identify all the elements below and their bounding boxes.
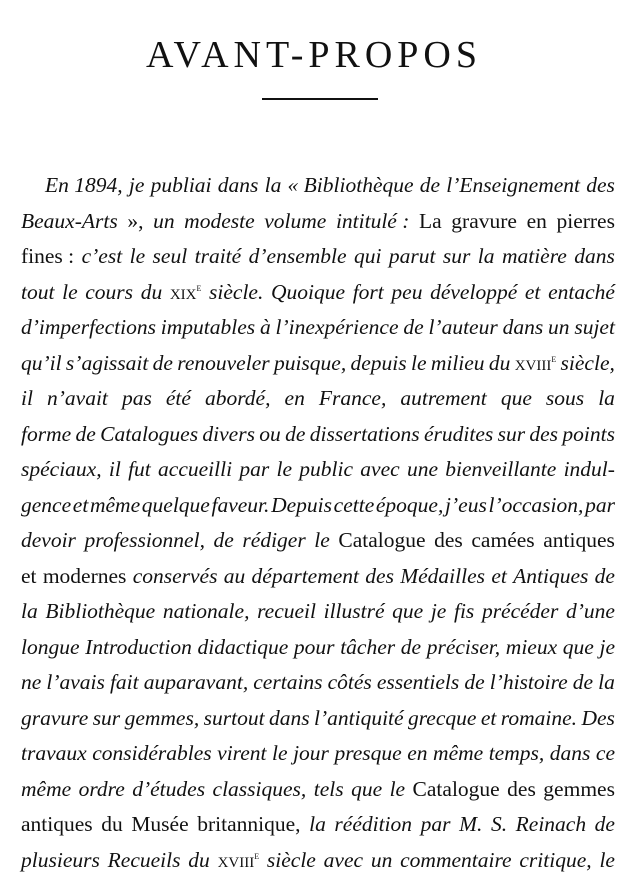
word: même <box>433 736 483 772</box>
text-line <box>21 417 615 453</box>
title-rule <box>262 98 378 100</box>
text-line <box>21 843 615 878</box>
word: que <box>351 772 382 808</box>
word: spéciaux, <box>21 452 102 488</box>
text-line <box>21 452 615 488</box>
word: l’Enseignement <box>446 168 580 204</box>
word: que <box>392 594 423 630</box>
word: Catalogues <box>100 417 198 453</box>
word: La <box>419 204 442 240</box>
text-line <box>21 346 615 382</box>
word: sur <box>498 417 525 453</box>
text-line <box>21 204 615 240</box>
word: de <box>285 417 305 453</box>
word: accueilli <box>158 452 232 488</box>
word: faveur. <box>212 488 270 524</box>
word: la <box>478 239 495 275</box>
word: par <box>239 452 269 488</box>
text-line <box>21 488 615 524</box>
text-line <box>21 736 615 772</box>
word: certains <box>253 665 322 701</box>
word: matière <box>502 239 567 275</box>
word: xviii$^e$ <box>515 346 557 382</box>
word: l’avais <box>46 665 105 701</box>
word: il <box>21 381 33 417</box>
word: avec <box>324 843 363 878</box>
word: ou <box>259 417 281 453</box>
word: France, <box>319 381 386 417</box>
word: une <box>407 452 438 488</box>
word: fut <box>128 452 151 488</box>
word: pierres <box>556 204 615 240</box>
word: siècle <box>267 843 316 878</box>
word: En 1894, <box>45 168 123 204</box>
word: virent <box>217 736 266 772</box>
word: gemmes, <box>125 701 200 737</box>
superscript: e <box>197 282 202 294</box>
word: romaine. <box>501 701 577 737</box>
word: érudites <box>424 417 493 453</box>
word: critique, <box>519 843 591 878</box>
word: travaux <box>21 736 87 772</box>
word: autrement <box>400 381 486 417</box>
word: sujet <box>574 310 615 346</box>
word: siècle. <box>209 275 263 311</box>
word: des <box>507 772 536 808</box>
word: depuis <box>351 346 407 382</box>
word: Beaux-Arts <box>21 204 118 240</box>
word: le <box>62 275 78 311</box>
word: Des <box>581 701 614 737</box>
word: S. <box>491 807 507 843</box>
word: été <box>166 381 191 417</box>
word: n’avait <box>47 381 108 417</box>
word: dans <box>503 310 544 346</box>
word: par <box>421 807 451 843</box>
word: réédition <box>334 807 412 843</box>
word: M. <box>459 807 482 843</box>
word: dans <box>269 701 310 737</box>
body-paragraph <box>21 168 615 878</box>
word: Catalogue <box>338 523 425 559</box>
text-line <box>21 594 615 630</box>
word: fines : <box>21 239 74 275</box>
word: recueil <box>257 594 316 630</box>
word: avec <box>360 452 399 488</box>
word: ne <box>21 665 41 701</box>
word: des <box>586 168 615 204</box>
word: de <box>76 417 96 453</box>
word: de <box>214 523 234 559</box>
word: professionnel, <box>85 523 205 559</box>
word: commentaire <box>400 843 511 878</box>
word: modernes <box>43 559 127 595</box>
text-line <box>21 630 615 666</box>
word: parut <box>389 239 436 275</box>
text-line <box>21 772 615 808</box>
word: le <box>411 346 427 382</box>
word: longue <box>21 630 80 666</box>
word: gravure <box>451 204 517 240</box>
word: fis <box>454 594 474 630</box>
word: de <box>595 807 615 843</box>
word: fort <box>353 275 384 311</box>
word: développé <box>430 275 517 311</box>
word: je <box>599 630 615 666</box>
word: je <box>431 594 447 630</box>
word: de <box>403 310 423 346</box>
word: conservés <box>133 559 218 595</box>
word: imputables <box>161 310 255 346</box>
word: cette <box>334 488 375 524</box>
word: s’agissait <box>66 346 148 382</box>
word: presque <box>334 736 401 772</box>
word: essentiels <box>377 665 459 701</box>
word: dans <box>218 168 259 204</box>
word: Catalogue <box>413 772 500 808</box>
word: de <box>464 665 484 701</box>
word: Reinach <box>516 807 586 843</box>
word: il <box>109 452 121 488</box>
word: classiques, <box>213 772 307 808</box>
word: quelque <box>142 488 210 524</box>
word: surtout <box>204 701 265 737</box>
word: le <box>314 523 330 559</box>
word: le <box>130 239 146 275</box>
word: au <box>224 559 246 595</box>
word: qui <box>354 239 381 275</box>
word: tels <box>314 772 344 808</box>
word: et <box>481 701 497 737</box>
word: Antiques <box>513 559 588 595</box>
word: puisque, <box>274 346 346 382</box>
word: considérables <box>92 736 211 772</box>
word: d’imperfections <box>21 310 156 346</box>
word: d’études <box>132 772 205 808</box>
word: précéder <box>482 594 558 630</box>
word: la <box>21 594 38 630</box>
word: l’antiquité <box>314 701 404 737</box>
word: Quoique <box>271 275 345 311</box>
word: nationale, <box>163 594 250 630</box>
word: l’auteur <box>428 310 497 346</box>
word: la <box>598 381 615 417</box>
word: fait <box>110 665 139 701</box>
word: la <box>309 807 326 843</box>
word: xviii$^e$ <box>218 843 260 878</box>
word: c’est <box>82 239 123 275</box>
word: l’histoire <box>490 665 568 701</box>
text-line <box>21 275 615 311</box>
word: abordé, <box>205 381 271 417</box>
word: peu <box>391 275 422 311</box>
word: indul- <box>564 452 615 488</box>
word: du <box>188 843 210 878</box>
page-title: AVANT-PROPOS <box>0 33 628 77</box>
text-line <box>21 807 615 843</box>
word: plusieurs <box>21 843 100 878</box>
word: sous <box>546 381 584 417</box>
word: », <box>127 204 143 240</box>
word: auparavant, <box>144 665 249 701</box>
word: un <box>371 843 393 878</box>
superscript: e <box>551 353 556 365</box>
word: en <box>407 736 427 772</box>
word: Bibliothèque <box>45 594 155 630</box>
word: jour <box>293 736 329 772</box>
word: de <box>573 665 593 701</box>
word: de <box>401 630 421 666</box>
word: Médailles <box>400 559 485 595</box>
word: didactique <box>198 630 289 666</box>
word: que <box>501 381 532 417</box>
word: j’eus <box>445 488 487 524</box>
word: rédiger <box>242 523 305 559</box>
word: Introduction <box>85 630 192 666</box>
word: gence <box>21 488 71 524</box>
word: ce <box>596 736 615 772</box>
word: préciser, <box>427 630 500 666</box>
word: époque, <box>376 488 443 524</box>
word: intitulé : <box>336 204 409 240</box>
word: même <box>21 772 71 808</box>
word: un <box>548 310 570 346</box>
text-line <box>21 239 615 275</box>
word: temps, <box>489 736 545 772</box>
word: d’une <box>566 594 615 630</box>
word: un <box>153 204 175 240</box>
word: en <box>285 381 305 417</box>
word: le <box>276 452 292 488</box>
word: que <box>563 630 594 666</box>
word: même <box>90 488 140 524</box>
word: et <box>21 559 37 595</box>
superscript: e <box>254 850 259 862</box>
word: cours <box>85 275 133 311</box>
word: le <box>390 772 406 808</box>
word: sur <box>93 701 120 737</box>
text-line <box>21 701 615 737</box>
word: de <box>420 168 440 204</box>
word: camées <box>471 523 534 559</box>
text-line <box>21 523 615 559</box>
text-line <box>21 381 615 417</box>
word: côtés <box>328 665 372 701</box>
word: grecque <box>408 701 476 737</box>
word: département <box>252 559 359 595</box>
word: publiai <box>151 168 212 204</box>
word: dissertations <box>310 417 420 453</box>
word: des <box>434 523 463 559</box>
word: de <box>595 559 615 595</box>
word: britannique, <box>197 807 300 843</box>
word: Depuis <box>271 488 332 524</box>
word: Recueils <box>108 843 181 878</box>
word: mieux <box>506 630 557 666</box>
word: dans <box>574 239 615 275</box>
word: pour <box>294 630 335 666</box>
word: seul <box>153 239 188 275</box>
word: des <box>529 417 558 453</box>
word: du <box>101 807 123 843</box>
word: et <box>491 559 507 595</box>
word: l’inexpérience <box>276 310 399 346</box>
word: points <box>562 417 615 453</box>
word: en <box>527 204 547 240</box>
word: des <box>365 559 394 595</box>
word: divers <box>202 417 255 453</box>
word: le <box>599 843 615 878</box>
word: antiques <box>21 807 93 843</box>
word: entaché <box>548 275 615 311</box>
word: bienveillante <box>445 452 556 488</box>
word: la <box>598 665 615 701</box>
word: je <box>129 168 145 204</box>
word: la <box>265 168 282 204</box>
word: par <box>585 488 615 524</box>
word: et <box>525 275 541 311</box>
word: qu’il <box>21 346 62 382</box>
word: du <box>489 346 511 382</box>
word: modeste <box>184 204 254 240</box>
word: tâcher <box>340 630 395 666</box>
word: d’ensemble <box>249 239 347 275</box>
text-line <box>21 310 615 346</box>
word: « Bibliothèque <box>288 168 414 204</box>
word: pas <box>122 381 152 417</box>
text-line <box>21 665 615 701</box>
word: gemmes <box>543 772 615 808</box>
word: Musée <box>131 807 188 843</box>
word: public <box>299 452 353 488</box>
word: et <box>73 488 89 524</box>
word: xix$^e$ <box>170 275 202 311</box>
word: forme <box>21 417 71 453</box>
word: à <box>260 310 271 346</box>
word: l’occasion, <box>488 488 583 524</box>
word: tout <box>21 275 54 311</box>
word: antiques <box>543 523 615 559</box>
word: le <box>272 736 288 772</box>
word: volume <box>264 204 326 240</box>
word: gravure <box>21 701 88 737</box>
word: sur <box>443 239 470 275</box>
word: du <box>141 275 163 311</box>
word: illustré <box>324 594 385 630</box>
text-line <box>21 559 615 595</box>
word: dans <box>550 736 591 772</box>
word: siècle, <box>561 346 615 382</box>
word: renouveler <box>177 346 269 382</box>
word: devoir <box>21 523 76 559</box>
text-line <box>21 168 615 204</box>
word: de <box>153 346 173 382</box>
word: ordre <box>79 772 125 808</box>
word: milieu <box>431 346 485 382</box>
word: traité <box>195 239 242 275</box>
